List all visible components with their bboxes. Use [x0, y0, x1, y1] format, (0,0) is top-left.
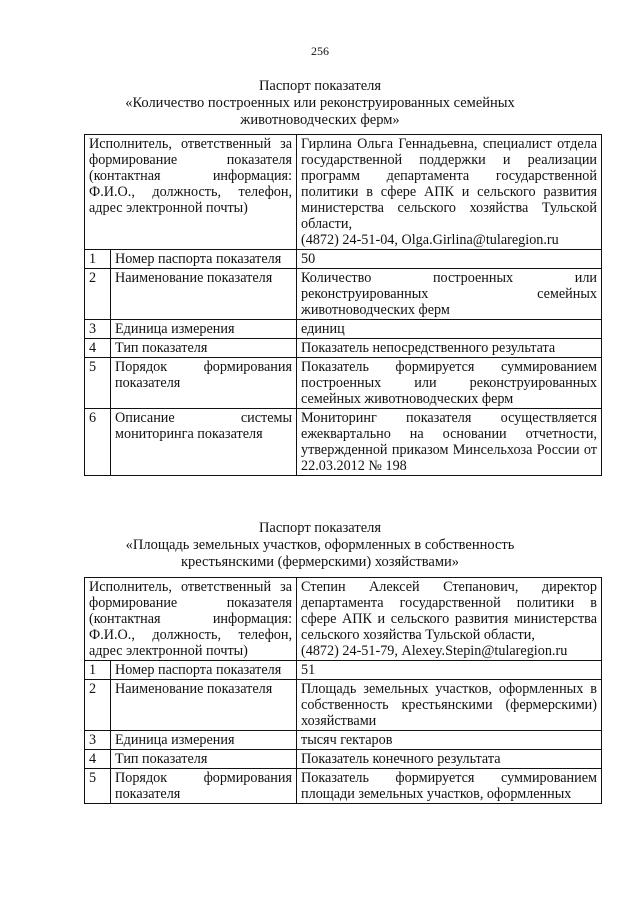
passport-2-title — [0, 520, 640, 571]
row-value: Площадь земельных участков, оформленных в собственность крестьянскими (фермерскими) хозяйствами — [297, 680, 602, 731]
table-row — [85, 135, 602, 250]
row-name: Описание системы мониторинга показателя — [111, 409, 297, 476]
row-name: Порядок формирования показателя — [111, 358, 297, 409]
executor-contact: (4872) 24-51-04, Olga.Girlina@tularegion.ru — [301, 232, 559, 248]
row-value: Показатель непосредственного результата — [297, 339, 602, 358]
row-number: 5 — [85, 769, 111, 804]
row-number: 3 — [85, 320, 111, 339]
table-row — [85, 578, 602, 661]
row-value: Показатель формируется суммированием построенных или реконструированных семейных животноводческих ферм — [297, 358, 602, 409]
table-row — [85, 731, 602, 750]
row-name: Тип показателя — [111, 750, 297, 769]
executor-cell — [297, 135, 602, 250]
table-row — [85, 661, 602, 680]
table-row — [85, 358, 602, 409]
passport-2-title-line: крестьянскими (фермерскими) хозяйствами» — [180, 554, 460, 570]
table-row — [85, 269, 602, 320]
row-value: 50 — [297, 250, 602, 269]
table-row — [85, 320, 602, 339]
table-row — [85, 250, 602, 269]
executor-value: Гирлина Ольга Геннадьевна, специалист отдела государственной поддержки и реализации программ департамента государственной политики в сфере АПК и сельского развития министерства сельского хозяйства Тульской области, — [301, 136, 597, 232]
row-number: 2 — [85, 269, 111, 320]
row-value: Мониторинг показателя осуществляется ежеквартально на основании отчетности, утвержденной приказом Минсельхоза России от 22.03.2012 № 198 — [297, 409, 602, 476]
row-value: Количество построенных или реконструированных семейных животноводческих ферм — [297, 269, 602, 320]
row-value: 51 — [297, 661, 602, 680]
passport-2-title-line: Паспорт показателя — [258, 520, 382, 536]
row-name: Номер паспорта показателя — [111, 250, 297, 269]
row-name: Тип показателя — [111, 339, 297, 358]
executor-cell — [297, 578, 602, 661]
table-row — [85, 339, 602, 358]
executor-label: Исполнитель, ответственный за формирование показателя (контактная информация: Ф.И.О., должность, телефон, адрес электронной почты) — [85, 135, 297, 250]
row-number: 1 — [85, 250, 111, 269]
passport-1-title-line: животноводческих ферм» — [240, 112, 400, 128]
executor-value: Степин Алексей Степанович, директор департамента государственной политики в сфере АПК и сельского развития министерства сельского хозяйства Тульской области, — [301, 579, 597, 643]
row-number: 4 — [85, 339, 111, 358]
row-name: Порядок формирования показателя — [111, 769, 297, 804]
row-value: тысяч гектаров — [297, 731, 602, 750]
row-value: Показатель конечного результата — [297, 750, 602, 769]
table-row — [85, 769, 602, 804]
row-number: 5 — [85, 358, 111, 409]
table-row — [85, 680, 602, 731]
passport-2-title-line: «Площадь земельных участков, оформленных в собственность — [125, 537, 515, 553]
row-name: Наименование показателя — [111, 269, 297, 320]
row-name: Единица измерения — [111, 320, 297, 339]
row-number: 2 — [85, 680, 111, 731]
row-value: единиц — [297, 320, 602, 339]
executor-label: Исполнитель, ответственный за формирование показателя (контактная информация: Ф.И.О., должность, телефон, адрес электронной почты) — [85, 578, 297, 661]
passport-1-title — [0, 78, 640, 129]
passport-1-title-line: Паспорт показателя — [258, 78, 382, 94]
passport-2-table — [84, 577, 602, 804]
row-number: 1 — [85, 661, 111, 680]
row-number: 3 — [85, 731, 111, 750]
table-row — [85, 409, 602, 476]
row-value: Показатель формируется суммированием площади земельных участков, оформленных — [297, 769, 602, 804]
row-name: Единица измерения — [111, 731, 297, 750]
executor-contact: (4872) 24-51-79, Alexey.Stepin@tularegion.ru — [301, 643, 568, 659]
row-name: Наименование показателя — [111, 680, 297, 731]
row-number: 4 — [85, 750, 111, 769]
page-number: 256 — [311, 44, 329, 58]
row-name: Номер паспорта показателя — [111, 661, 297, 680]
passport-1-table — [84, 134, 602, 476]
row-number: 6 — [85, 409, 111, 476]
table-row — [85, 750, 602, 769]
passport-1-title-line: «Количество построенных или реконструированных семейных — [125, 95, 515, 111]
